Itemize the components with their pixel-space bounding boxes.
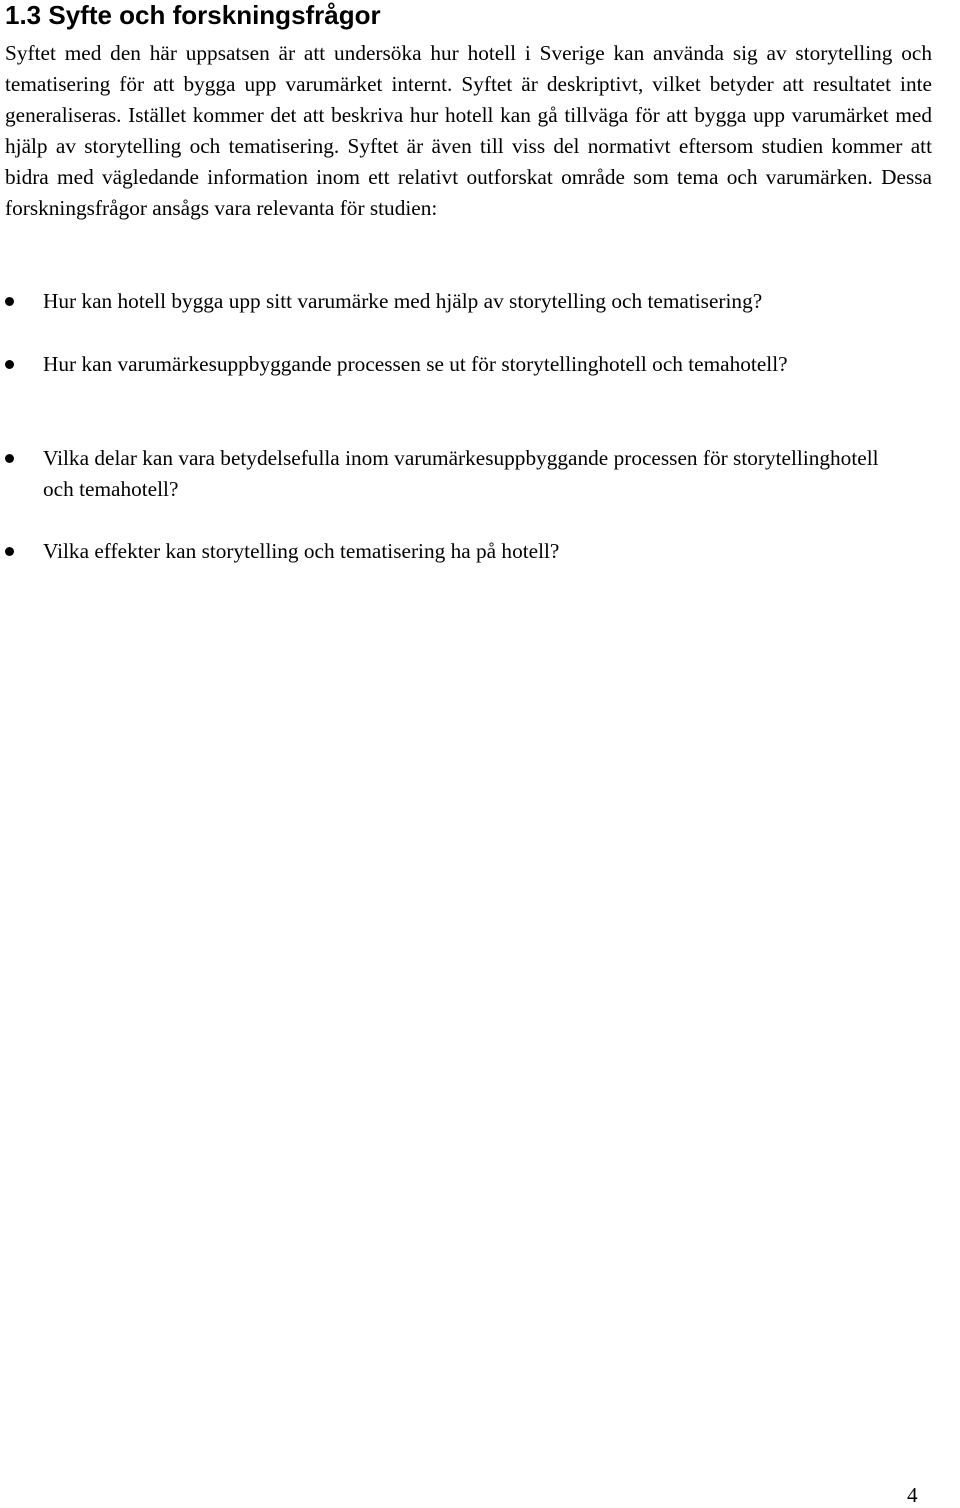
research-question-text: Vilka delar kan vara betydelsefulla inom varumärkesuppbyggande processen för storytellinghotell och temahotell? xyxy=(43,446,879,501)
bullet-icon xyxy=(5,454,14,463)
research-question-text: Hur kan hotell bygga upp sitt varumärke med hjälp av storytelling och tematisering? xyxy=(43,289,763,313)
section-heading: 1.3 Syfte och forskningsfrågor xyxy=(5,0,381,30)
bullet-icon xyxy=(5,547,14,556)
research-question-text: Hur kan varumärkesuppbyggande processen se ut för storytellinghotell och temahotell? xyxy=(43,352,788,376)
purpose-paragraph: Syftet med den här uppsatsen är att undersöka hur hotell i Sverige kan använda sig av storytelling och tematisering för att bygga upp varumärket internt. Syftet är deskriptivt, vilket betyder att resultatet inte generaliseras. Istället kommer det att beskriva hur hotell kan gå tillväga för att bygga upp varumärket med hjälp av storytelling och tematisering. Syftet är även till viss del normativt eftersom studien kommer att bidra med vägledande information inom ett relativt outforskat område som tema och varumärken. Dessa forskningsfrågor ansågs vara relevanta för studien: xyxy=(5,41,932,220)
bullet-icon xyxy=(5,360,14,369)
research-question-text: Vilka effekter kan storytelling och tematisering ha på hotell? xyxy=(43,539,560,563)
bullet-icon xyxy=(5,297,14,306)
page-number: 4 xyxy=(907,1483,918,1507)
